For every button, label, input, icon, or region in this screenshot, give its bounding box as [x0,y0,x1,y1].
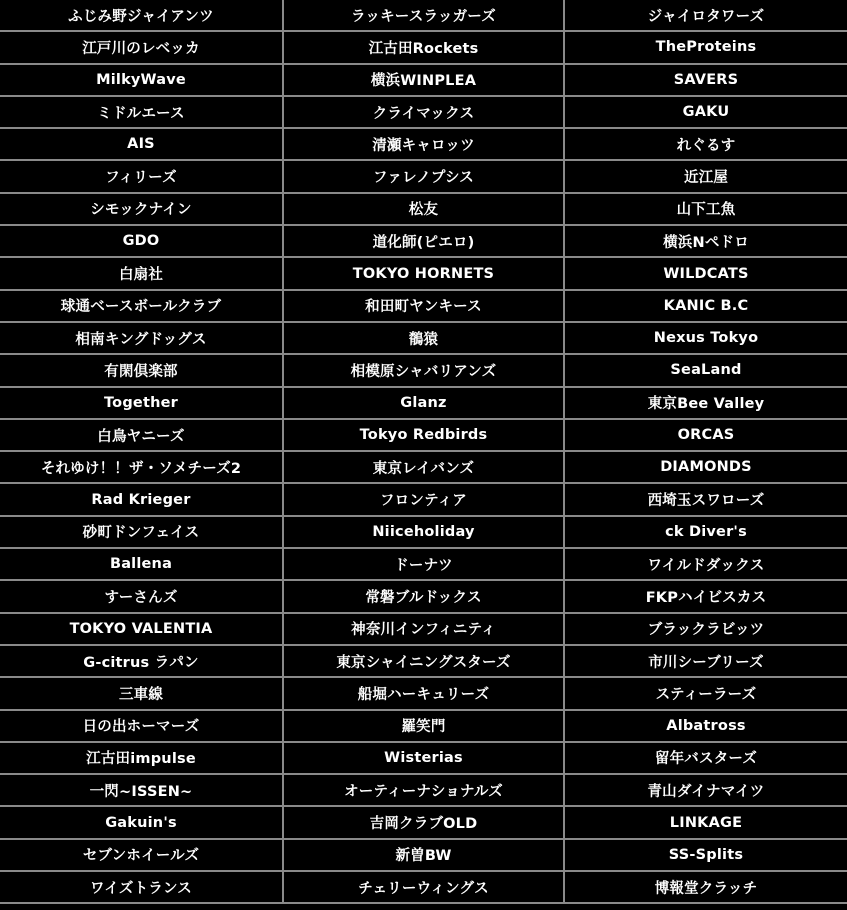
table-row [0,0,847,31]
table-row [0,580,847,612]
team-name-cell: LINKAGE [564,806,847,838]
team-name-cell: オーティーナショナルズ [283,774,564,806]
table-row [0,645,847,677]
table-row [0,742,847,774]
team-name-cell: Together [0,387,283,419]
team-name-cell: GDO [0,225,283,257]
team-name-cell: フロンティア [283,483,564,515]
team-name-cell: 東京シャイニングスターズ [283,645,564,677]
team-name-cell: 道化師(ピエロ) [283,225,564,257]
team-name-cell: KANIC B.C [564,290,847,322]
team-name-cell: すーさんズ [0,580,283,612]
team-name-cell: ワイルドダックス [564,548,847,580]
team-name-cell: TOKYO VALENTIA [0,613,283,645]
team-name-cell: 砂町ドンフェイス [0,516,283,548]
team-name-cell: クライマックス [283,96,564,128]
team-name-cell: スティーラーズ [564,677,847,709]
team-name-cell: 市川シーブリーズ [564,645,847,677]
team-name-cell: 球通ベースボールクラブ [0,290,283,322]
team-name-cell: れぐるす [564,128,847,160]
team-name-cell: SS-Splits [564,839,847,871]
team-name-cell: ドーナツ [283,548,564,580]
table-row [0,160,847,192]
team-name-cell: GAKU [564,96,847,128]
table-row [0,548,847,580]
table-row [0,806,847,838]
team-name-cell: シモックナイン [0,193,283,225]
team-name-cell: 鶺猿 [283,322,564,354]
team-name-cell: 山下工魚 [564,193,847,225]
table-row [0,483,847,515]
table-row [0,419,847,451]
team-name-cell: 江古田Rockets [283,31,564,63]
team-name-cell: Tokyo Redbirds [283,419,564,451]
team-name-cell: SeaLand [564,354,847,386]
team-name-cell: 白扇社 [0,257,283,289]
team-name-cell: 青山ダイナマイツ [564,774,847,806]
team-name-cell: DIAMONDS [564,451,847,483]
team-name-cell: 一閃~ISSEN~ [0,774,283,806]
team-name-cell: ファレノプシス [283,160,564,192]
table-row [0,290,847,322]
team-name-cell: Albatross [564,710,847,742]
team-name-cell: 松友 [283,193,564,225]
team-name-cell: 江戸川のレベッカ [0,31,283,63]
team-name-cell: Rad Krieger [0,483,283,515]
table-row [0,322,847,354]
table-row [0,871,847,903]
team-name-cell: それゆけ！！ザ・ソメチーズ2 [0,451,283,483]
team-name-cell: 白鳥ヤニーズ [0,419,283,451]
team-name-cell: 有閑倶楽部 [0,354,283,386]
team-name-cell: FKPハイビスカス [564,580,847,612]
table-row [0,516,847,548]
table-row [0,96,847,128]
team-name-cell: 清瀬キャロッツ [283,128,564,160]
team-name-cell: 横浜Nペドロ [564,225,847,257]
team-name-cell: ジャイロタワーズ [564,0,847,31]
team-name-cell: Ballena [0,548,283,580]
table-row [0,710,847,742]
team-name-cell: TOKYO HORNETS [283,257,564,289]
team-name-cell: 船堀ハーキュリーズ [283,677,564,709]
team-name-cell: 神奈川インフィニティ [283,613,564,645]
table-row [0,451,847,483]
team-name-cell: 近江屋 [564,160,847,192]
team-name-cell: Nexus Tokyo [564,322,847,354]
table-row [0,774,847,806]
table-row [0,387,847,419]
table-row [0,613,847,645]
team-name-cell: MilkyWave [0,64,283,96]
team-name-cell: 博報堂クラッチ [564,871,847,903]
team-name-cell: ミドルエース [0,96,283,128]
team-name-cell: ブラックラビッツ [564,613,847,645]
team-name-cell: フィリーズ [0,160,283,192]
table-row [0,839,847,871]
team-name-cell: 日の出ホーマーズ [0,710,283,742]
team-name-cell: 三車線 [0,677,283,709]
team-name-cell: ふじみ野ジャイアンツ [0,0,283,31]
team-name-cell: セブンホイールズ [0,839,283,871]
team-name-cell: Wisterias [283,742,564,774]
table-row [0,128,847,160]
team-name-cell: 江古田impulse [0,742,283,774]
table-row [0,677,847,709]
team-name-cell: Niiceholiday [283,516,564,548]
team-name-cell: ORCAS [564,419,847,451]
team-name-cell: ck Diver's [564,516,847,548]
team-name-cell: 東京Bee Valley [564,387,847,419]
team-name-cell: チェリーウィングス [283,871,564,903]
team-name-cell: 相模原シャバリアンズ [283,354,564,386]
table-row [0,354,847,386]
team-name-cell: WILDCATS [564,257,847,289]
table-row [0,64,847,96]
team-name-cell: 和田町ヤンキース [283,290,564,322]
team-name-cell: G-citrus ラパン [0,645,283,677]
team-name-cell: Glanz [283,387,564,419]
table-row [0,257,847,289]
table-row [0,193,847,225]
table-row [0,31,847,63]
team-name-cell: TheProteins [564,31,847,63]
table-row [0,225,847,257]
team-name-cell: 新曽BW [283,839,564,871]
team-name-cell: 相南キングドッグス [0,322,283,354]
team-name-cell: AIS [0,128,283,160]
team-name-cell: 羅笑門 [283,710,564,742]
team-name-cell: ラッキースラッガーズ [283,0,564,31]
team-name-cell: SAVERS [564,64,847,96]
team-name-cell: 西埼玉スワローズ [564,483,847,515]
team-name-cell: 留年バスターズ [564,742,847,774]
team-name-cell: Gakuin's [0,806,283,838]
team-name-cell: 横浜WINPLEA [283,64,564,96]
team-name-cell: 東京レイバンズ [283,451,564,483]
team-name-cell: 吉岡クラブOLD [283,806,564,838]
team-name-cell: ワイズトランス [0,871,283,903]
team-name-cell: 常磐ブルドックス [283,580,564,612]
